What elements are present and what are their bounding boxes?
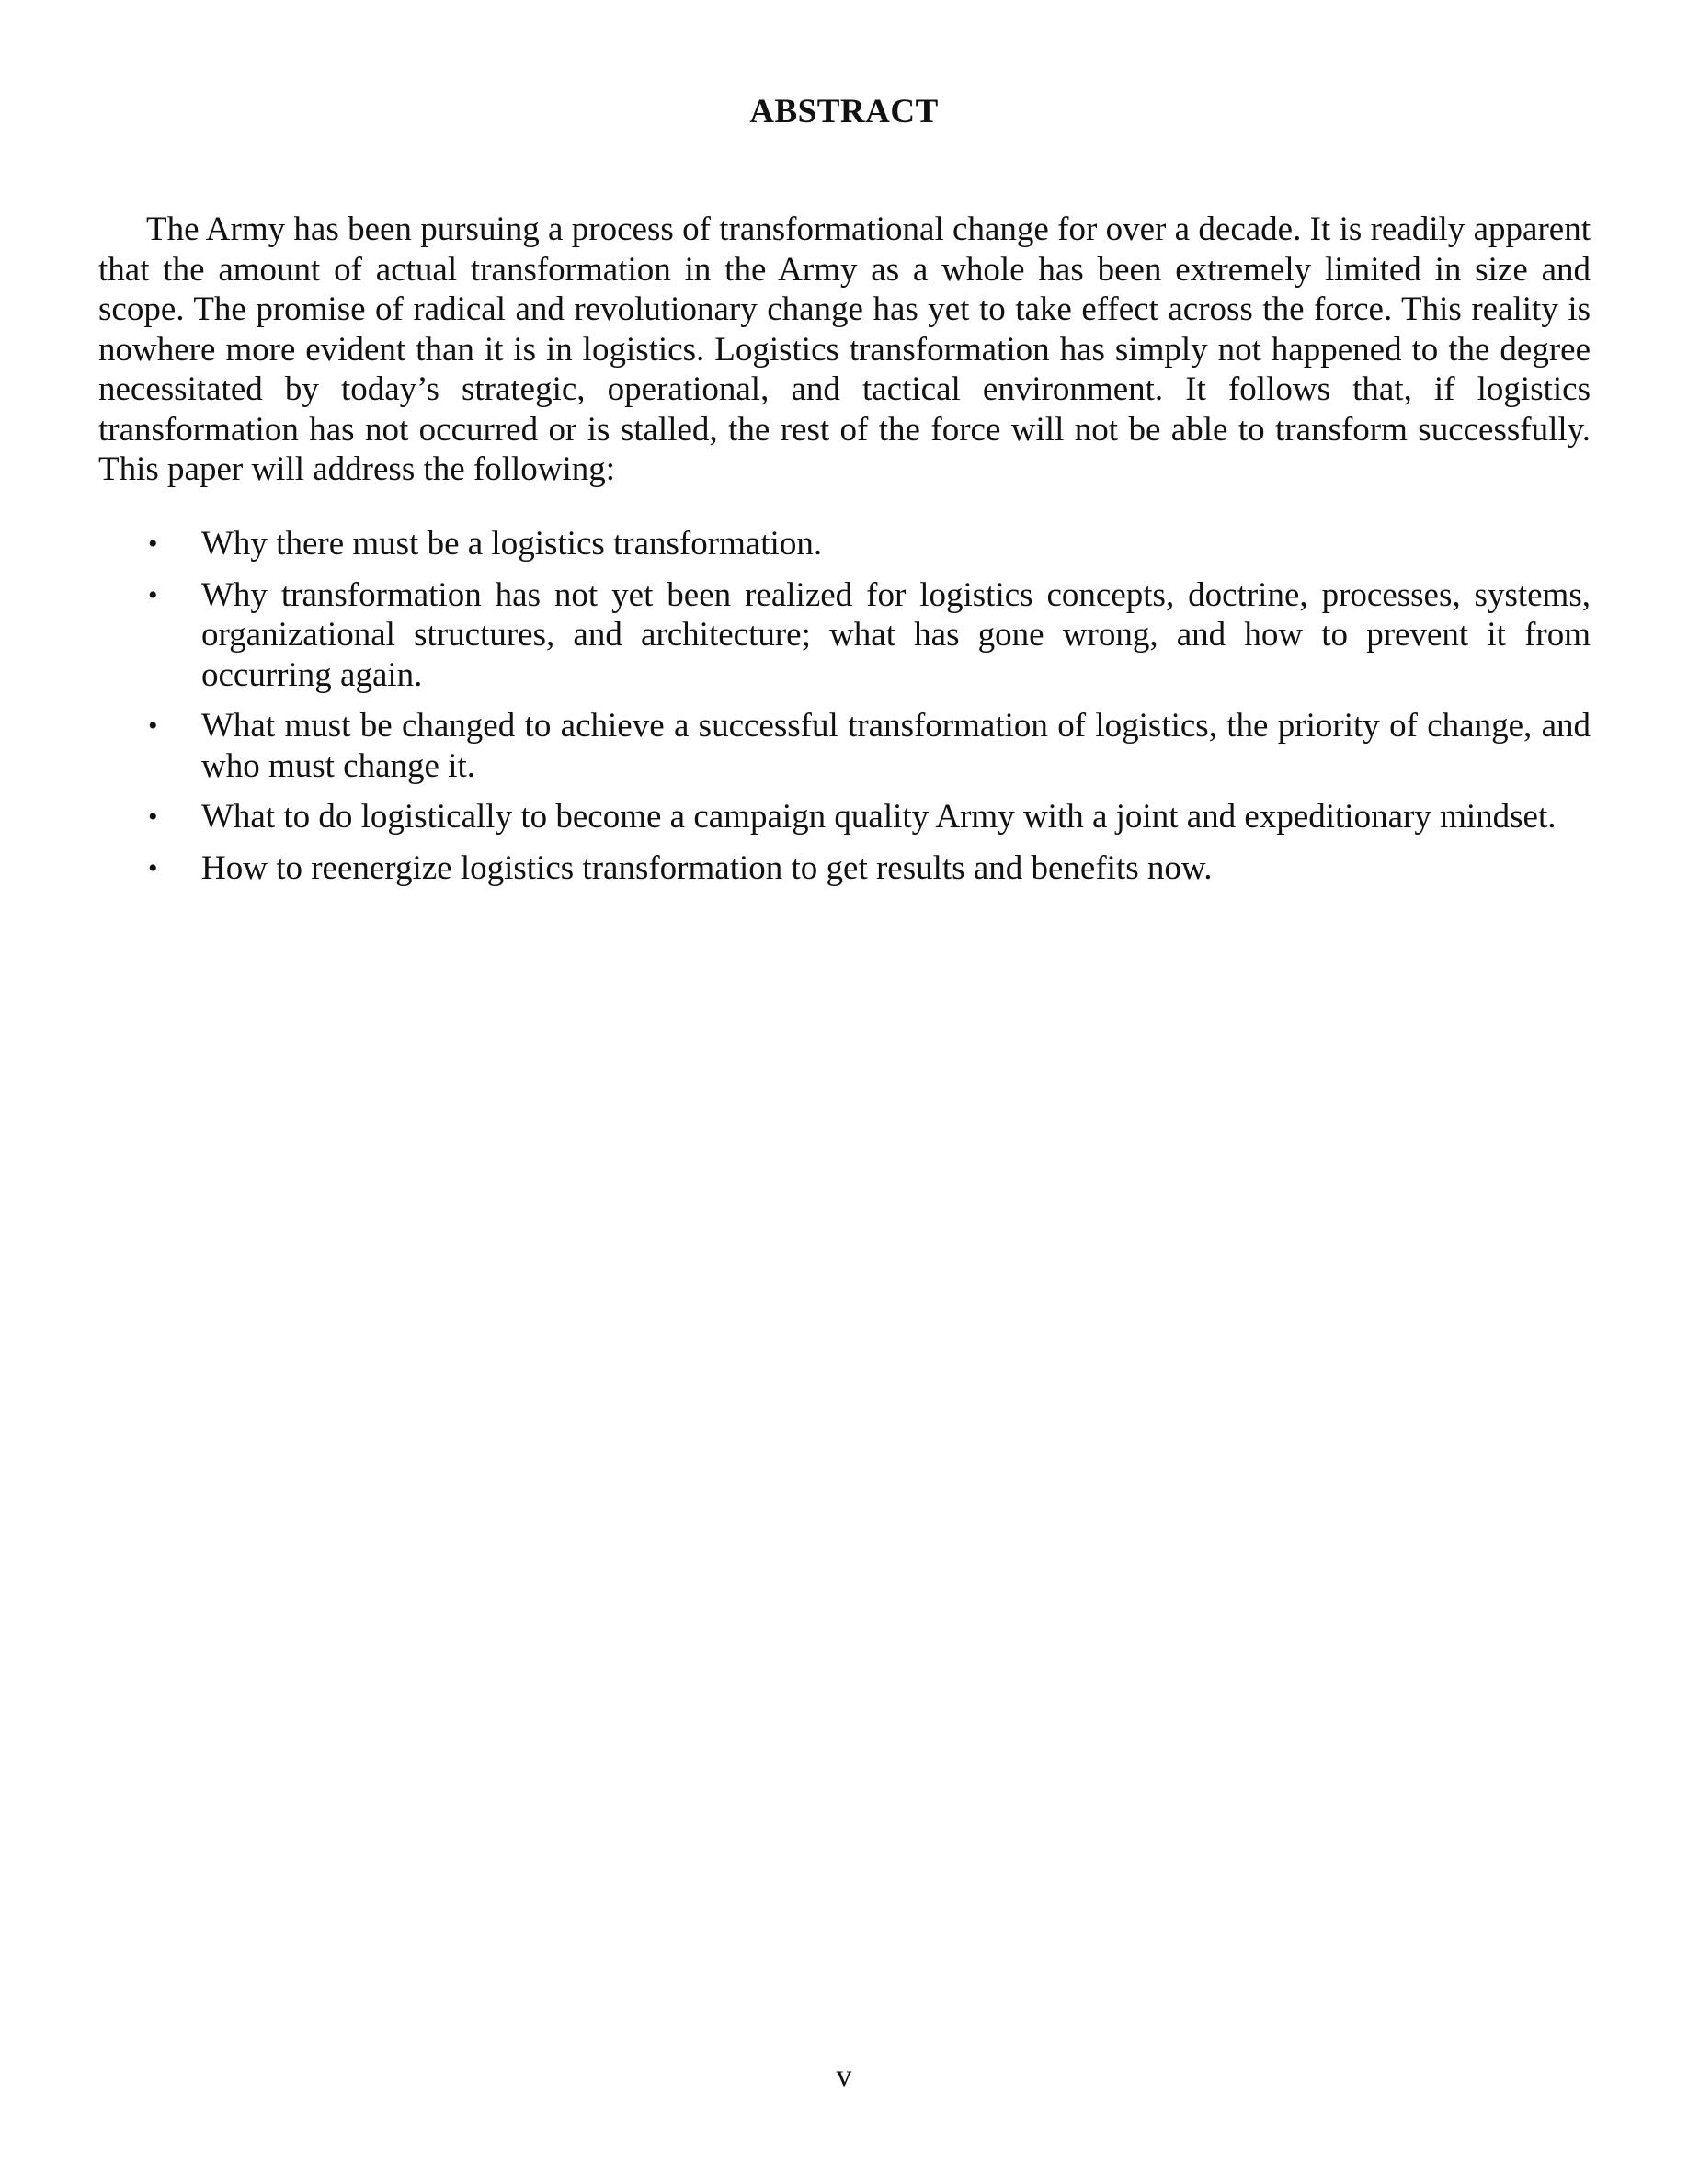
- bullet-text: What to do logistically to become a campaign quality Army with a joint and expeditionary mindset.: [201, 798, 1557, 836]
- bullet-item: [98, 524, 1591, 564]
- bullet-text: Why there must be a logistics transformation.: [201, 525, 823, 563]
- bullet-list: [98, 524, 1591, 899]
- bullet-icon: •: [148, 802, 158, 832]
- bullet-icon: •: [148, 529, 158, 559]
- abstract-title: ABSTRACT: [749, 93, 939, 131]
- page-number: v: [836, 2059, 852, 2093]
- abstract-paragraph: The Army has been pursuing a process of transformational change for over a decade. It is readily apparent that the amount of actual transformation in the Army as a whole has been extremely limited in size and scope. The promise of radical and revolutionary change has yet to take effect across the force. This reality is nowhere more evident than it is in logistics. Logistics transformation has simply not happened to the degree necessitated by today’s strategic, operational, and tactical environment. It follows that, if logistics transformation has not occurred or is stalled, the rest of the force will not be able to transform successfully. This paper will address the following:: [98, 210, 1591, 488]
- bullet-item: [98, 575, 1591, 696]
- bullet-item: [98, 797, 1591, 837]
- bullet-item: [98, 848, 1591, 889]
- bullet-icon: •: [148, 579, 158, 610]
- bullet-text: What must be changed to achieve a successful transformation of logistics, the priority of change, and who must change it.: [201, 707, 1591, 785]
- bullet-item: [98, 706, 1591, 786]
- bullet-icon: •: [148, 852, 158, 883]
- bullet-text: How to reenergize logistics transformation to get results and benefits now.: [201, 848, 1213, 887]
- bullet-text: Why transformation has not yet been realized for logistics concepts, doctrine, processes, systems, organizational structures, and architecture; what has gone wrong, and how to prevent it from occurring again.: [201, 575, 1591, 694]
- bullet-icon: •: [148, 711, 158, 741]
